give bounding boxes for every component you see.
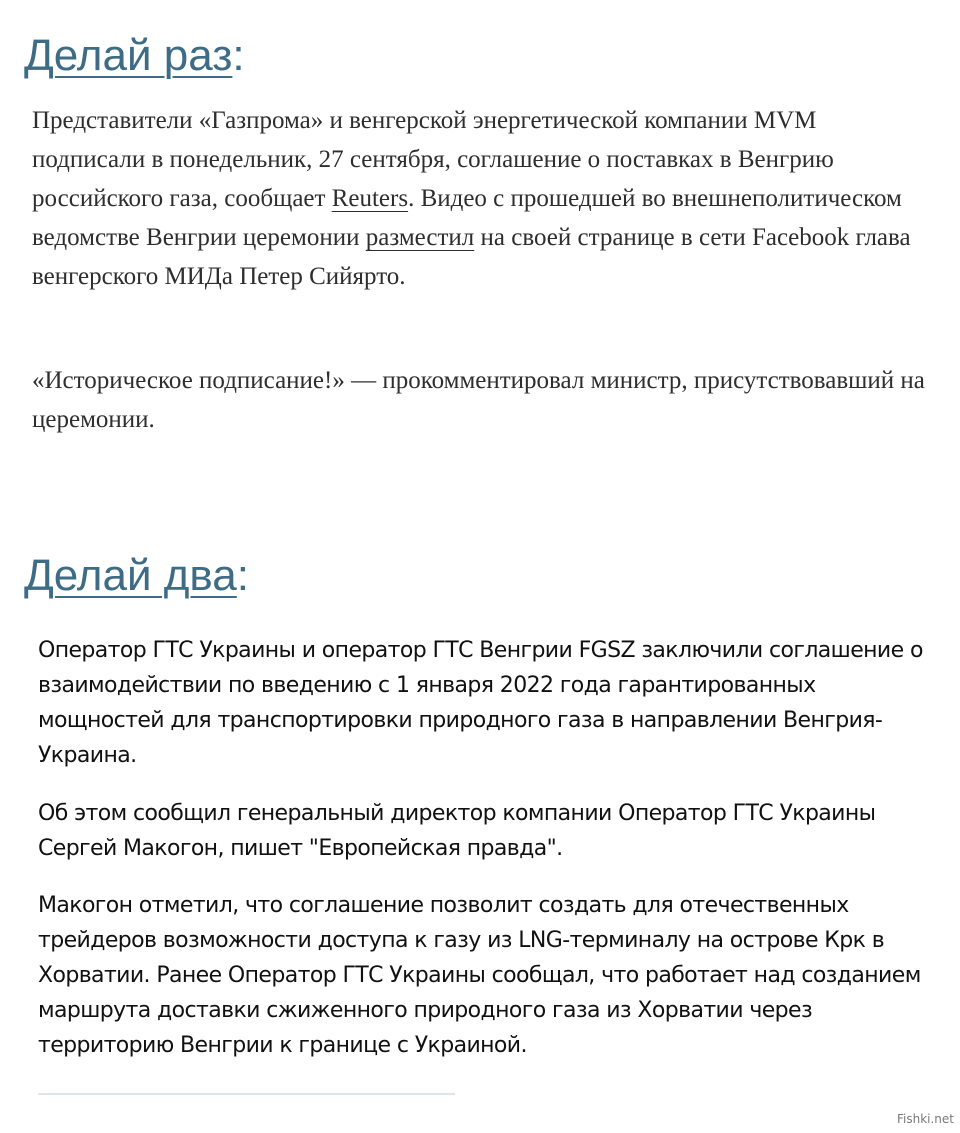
section1-p1-text-c: на своей странице в сети Facebook глава венгерского МИДа Петер Сийярто.: [32, 224, 911, 290]
section1-p1-text-b: . Видео с прошедшей во внешнеполитическом ведомстве Венгрии церемонии: [32, 185, 902, 251]
section2-heading-colon: :: [236, 551, 250, 600]
watermark: Fishki.net: [896, 1112, 954, 1126]
section1-heading-colon: :: [232, 31, 245, 80]
section1-heading-link[interactable]: Делай раз: [24, 31, 233, 80]
section1-paragraph2: [32, 361, 932, 439]
section1-p1-text-a: Представители «Газпрома» и венгерской энергетической компании MVM подписали в понедельник, 27 сентября, соглашение о поставках в Венгрию российского газа, сообщает: [32, 107, 834, 212]
section1-p2-text: «Историческое подписание!» — прокомментировал министр, присутствовавший на церемонии.: [32, 367, 925, 433]
section2-p2-text: Об этом сообщил генеральный директор компании Оператор ГТС Украины Сергей Макогон, пишет "Европейская правда".: [38, 801, 876, 861]
section2-paragraph3: [38, 888, 938, 1063]
posted-link[interactable]: разместил: [365, 224, 475, 251]
reuters-link[interactable]: Reuters: [331, 185, 409, 212]
section1-heading: [24, 30, 245, 82]
section2-p3-text: Макогон отметил, что соглашение позволит создать для отечественных трейдеров возможности доступа к газу из LNG-терминалу на острове Крк в Хорватии. Ранее Оператор ГТС Украины сообщал, что работает над созданием маршрута доставки сжиженного природного газа из Хорватии через территорию Венгрии к границе с Украиной.: [38, 893, 921, 1058]
section2-paragraph2: [38, 796, 938, 866]
divider: [38, 1093, 455, 1095]
section2-p1-text: Оператор ГТС Украины и оператор ГТС Венгрии FGSZ заключили соглашение о взаимодействии по введению с 1 января 2022 года гарантированных мощностей для транспортировки природного газа в направлении Венгрия-Украина.: [38, 638, 923, 768]
section2-paragraph1: [38, 633, 938, 773]
section2-heading-link[interactable]: Делай два: [24, 551, 237, 600]
section2-heading: [24, 550, 249, 602]
section1-paragraph1: [32, 101, 932, 296]
